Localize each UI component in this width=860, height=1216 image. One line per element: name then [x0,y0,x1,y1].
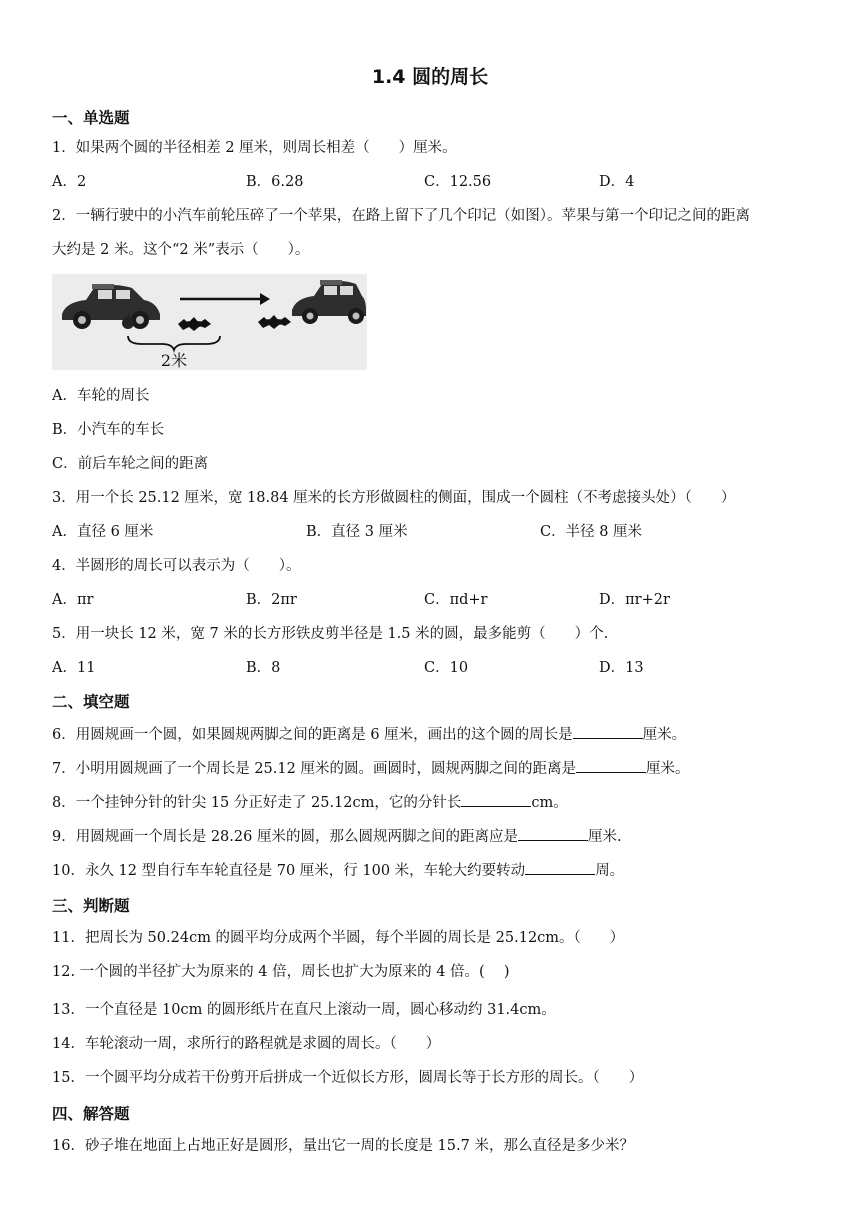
option-a: A．11 [52,660,96,676]
answer-blank[interactable] [461,792,531,807]
option-b: B．8 [246,660,281,676]
question-3: 3．用一个长 25.12 厘米，宽 18.84 厘米的长方形做圆柱的侧面，围成一个圆柱（不考虑接头处）（ ） [52,490,736,506]
option-c: C．半径 8 厘米 [540,524,643,540]
section-heading-true-false: 三、判断题 [52,897,130,915]
option-c: C．12.56 [424,174,492,190]
answer-blank[interactable] [573,724,643,739]
question-4: 4．半圆形的周长可以表示为（ ）。 [52,558,301,574]
option-c: C．πd+r [424,592,488,608]
question-12: 12. 一个圆的半径扩大为原来的 4 倍，周长也扩大为原来的 4 倍。( ) [52,964,510,980]
car-apple-figure [52,274,367,370]
question-10: 10．永久 12 型自行车车轮直径是 70 厘米，行 100 米，车轮大约要转动 周。 [52,860,624,881]
option-d: D．πr+2r [599,592,670,608]
question-7: 7．小明用圆规画了一个周长是 25.12 厘米的圆。画圆时，圆规两脚之间的距离是 厘米。 [52,758,689,779]
option-b: B．6.28 [246,174,304,190]
answer-blank[interactable] [576,758,646,773]
question-13: 13．一个直径是 10cm 的圆形纸片在直尺上滚动一周，圆心移动约 31.4cm。 [52,1002,556,1018]
question-5: 5．用一块长 12 米，宽 7 米的长方形铁皮剪半径是 1.5 米的圆，最多能剪（ ）个. [52,626,609,642]
question-2-line-1: 2．一辆行驶中的小汽车前轮压碎了一个苹果，在路上留下了几个印记（如图）。苹果与第一个印记之间的距离 [52,208,750,224]
option-d: D．4 [599,174,635,190]
answer-blank[interactable] [518,826,588,841]
section-heading-answer: 四、解答题 [52,1105,130,1123]
section-heading-single-choice: 一、单选题 [52,109,130,127]
option-a: A．直径 6 厘米 [52,524,154,540]
option-a: A．πr [52,592,94,608]
option-a: A．2 [52,174,87,190]
figure-distance-label: 2米 [160,351,188,370]
question-1: 1．如果两个圆的半径相差 2 厘米，则周长相差（ ）厘米。 [52,140,457,156]
option-b: B．2πr [246,592,297,608]
question-6: 6．用圆规画一个圆，如果圆规两脚之间的距离是 6 厘米，画出的这个圆的周长是 厘米。 [52,724,686,745]
question-15: 15．一个圆平均分成若干份剪开后拼成一个近似长方形，圆周长等于长方形的周长。（ ） [52,1070,644,1086]
question-9: 9．用圆规画一个周长是 28.26 厘米的圆，那么圆规两脚之间的距离应是 厘米. [52,826,622,847]
answer-blank[interactable] [525,860,595,875]
option-d: D．13 [599,660,644,676]
question-2-option-a: A．车轮的周长 [52,388,150,404]
question-2-option-c: C．前后车轮之间的距离 [52,456,209,472]
option-c: C．10 [424,660,469,676]
option-b: B．直径 3 厘米 [306,524,408,540]
question-2-line-2: 大约是 2 米。这个“2 米”表示（ ）。 [52,242,310,258]
section-heading-fill-in: 二、填空题 [52,693,130,711]
question-11: 11．把周长为 50.24cm 的圆平均分成两个半圆，每个半圆的周长是 25.12cm。（ ） [52,930,625,946]
apple-icon [122,317,134,329]
question-14: 14．车轮滚动一周，求所行的路程就是求圆的周长。（ ） [52,1036,441,1052]
question-16: 16．砂子堆在地面上占地正好是圆形，量出它一周的长度是 15.7 米，那么直径是多少米？ [52,1138,634,1154]
page-title: 1.4 圆的周长 [371,66,489,88]
question-2-option-b: B．小汽车的车长 [52,422,165,438]
question-8: 8．一个挂钟分针的针尖 15 分正好走了 25.12cm，它的分针长 cm。 [52,792,568,813]
